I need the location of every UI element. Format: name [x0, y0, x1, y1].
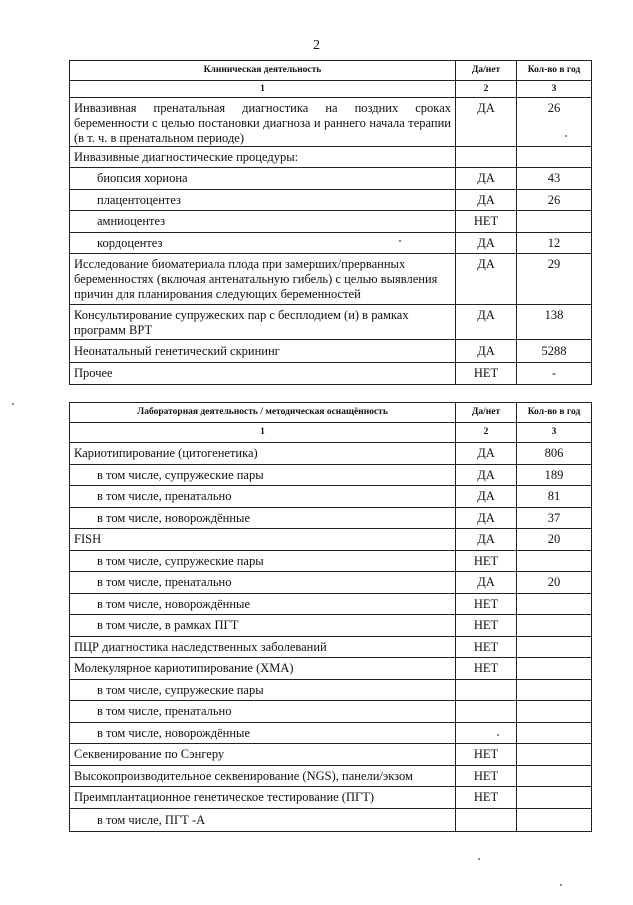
table-row	[70, 744, 592, 766]
row-count: 20	[517, 529, 592, 551]
table-row	[70, 254, 592, 305]
table-header-row	[70, 403, 592, 423]
row-count: 26	[517, 98, 592, 147]
row-count	[517, 594, 592, 615]
row-count: 5288	[517, 340, 592, 363]
row-count	[517, 787, 592, 809]
row-count	[517, 211, 592, 233]
row-answer: ДА	[456, 340, 517, 363]
row-count: 20	[517, 572, 592, 594]
table-row	[70, 233, 592, 254]
row-count	[517, 637, 592, 658]
row-answer: НЕТ	[456, 766, 517, 787]
row-count: 806	[517, 443, 592, 465]
table-row	[70, 572, 592, 594]
column-header-count: Кол-во в год	[517, 403, 592, 423]
row-answer: НЕТ	[456, 211, 517, 233]
row-answer	[456, 809, 517, 832]
row-count	[517, 615, 592, 637]
table-row	[70, 486, 592, 508]
column-number: 2	[456, 81, 517, 98]
column-header-activity: Лабораторная деятельность / методическая оснащённость	[70, 403, 456, 423]
row-answer: НЕТ	[456, 594, 517, 615]
row-label: Консультирование супружеских пар с бесплодием (и) в рамках программ ВРТ	[70, 305, 456, 340]
row-label: в том числе, пренатально	[70, 701, 456, 723]
table-row	[70, 147, 592, 168]
row-label: Инвазивные диагностические процедуры:	[70, 147, 456, 168]
row-count	[517, 766, 592, 787]
row-label: в том числе, в рамках ПГТ	[70, 615, 456, 637]
row-count: 26	[517, 190, 592, 211]
row-label: амниоцентез	[70, 211, 456, 233]
row-label: в том числе, новорождённые	[70, 508, 456, 529]
table-row	[70, 637, 592, 658]
row-count: 43	[517, 168, 592, 190]
column-number-row	[70, 81, 592, 98]
row-answer: ДА	[456, 508, 517, 529]
row-label: в том числе, пренатально	[70, 486, 456, 508]
row-answer: ДА	[456, 572, 517, 594]
row-count: 189	[517, 465, 592, 486]
row-label: биопсия хориона	[70, 168, 456, 190]
row-answer: ДА	[456, 443, 517, 465]
row-label: Преимплантационное генетическое тестирование (ПГТ)	[70, 787, 456, 809]
row-label: Высокопроизводительное секвенирование (NGS), панели/экзом	[70, 766, 456, 787]
row-label: Кариотипирование (цитогенетика)	[70, 443, 456, 465]
row-answer	[456, 701, 517, 723]
row-count: 81	[517, 486, 592, 508]
laboratory-activity-table	[69, 402, 592, 832]
row-answer	[456, 680, 517, 701]
table-row	[70, 723, 592, 744]
row-answer: ДА	[456, 98, 517, 147]
table-row	[70, 766, 592, 787]
row-answer: ДА	[456, 190, 517, 211]
row-count	[517, 744, 592, 766]
row-label: в том числе, ПГТ -А	[70, 809, 456, 832]
row-answer: ДА	[456, 465, 517, 486]
row-answer: НЕТ	[456, 551, 517, 572]
row-count	[517, 680, 592, 701]
scan-speck	[12, 403, 14, 405]
table-row	[70, 211, 592, 233]
column-header-activity: Клиническая деятельность	[70, 61, 456, 81]
row-label: Прочее	[70, 363, 456, 385]
table-header-row	[70, 61, 592, 81]
row-answer: НЕТ	[456, 744, 517, 766]
row-answer: НЕТ	[456, 787, 517, 809]
row-count: 12	[517, 233, 592, 254]
row-count: -	[517, 363, 592, 385]
row-label: Неонатальный генетический скрининг	[70, 340, 456, 363]
column-number: 1	[70, 423, 456, 443]
row-count	[517, 551, 592, 572]
row-count: 37	[517, 508, 592, 529]
row-answer: ДА	[456, 529, 517, 551]
column-number: 3	[517, 423, 592, 443]
table-row	[70, 658, 592, 680]
column-number: 3	[517, 81, 592, 98]
row-answer: НЕТ	[456, 615, 517, 637]
table-row	[70, 529, 592, 551]
row-label: плацентоцентез	[70, 190, 456, 211]
row-answer	[456, 723, 517, 744]
row-label: в том числе, супружеские пары	[70, 465, 456, 486]
scan-speck	[478, 858, 480, 860]
row-answer: НЕТ	[456, 658, 517, 680]
table-row	[70, 594, 592, 615]
column-header-count: Кол-во в год	[517, 61, 592, 81]
table-row	[70, 340, 592, 363]
table-row	[70, 809, 592, 832]
table-row	[70, 443, 592, 465]
row-count	[517, 723, 592, 744]
clinical-activity-table	[69, 60, 592, 385]
row-label: Секвенирование по Сэнгеру	[70, 744, 456, 766]
table-row	[70, 680, 592, 701]
table-row	[70, 615, 592, 637]
row-label: Молекулярное кариотипирование (ХМА)	[70, 658, 456, 680]
page-number: 2	[313, 38, 320, 53]
column-number-row	[70, 423, 592, 443]
scan-speck	[497, 734, 499, 736]
row-count: 138	[517, 305, 592, 340]
scan-speck	[565, 135, 567, 137]
row-answer: ДА	[456, 486, 517, 508]
row-answer: ДА	[456, 305, 517, 340]
row-answer	[456, 147, 517, 168]
table-row	[70, 508, 592, 529]
table-row	[70, 465, 592, 486]
table-row	[70, 168, 592, 190]
table-row	[70, 190, 592, 211]
row-label: в том числе, новорождённые	[70, 594, 456, 615]
row-label: в том числе, супружеские пары	[70, 551, 456, 572]
row-label: Исследование биоматериала плода при замерших/прерванных беременностях (включая антенатальную гибель) с целью выявления причин для планирования следующих беременностей	[70, 254, 456, 305]
row-answer: ДА	[456, 168, 517, 190]
column-header-yes-no: Да/нет	[456, 403, 517, 423]
row-answer: НЕТ	[456, 637, 517, 658]
table-row	[70, 98, 592, 147]
row-label: в том числе, новорождённые	[70, 723, 456, 744]
row-label: FISH	[70, 529, 456, 551]
table-row	[70, 701, 592, 723]
row-count	[517, 701, 592, 723]
scan-speck	[399, 240, 401, 242]
row-label: кордоцентез	[70, 233, 456, 254]
row-count	[517, 809, 592, 832]
row-count: 29	[517, 254, 592, 305]
column-number: 1	[70, 81, 456, 98]
table-row	[70, 787, 592, 809]
table-row	[70, 305, 592, 340]
row-answer: ДА	[456, 254, 517, 305]
column-header-yes-no: Да/нет	[456, 61, 517, 81]
row-count	[517, 147, 592, 168]
scan-speck	[560, 884, 562, 886]
table-row	[70, 551, 592, 572]
row-answer: ДА	[456, 233, 517, 254]
column-number: 2	[456, 423, 517, 443]
table-row	[70, 363, 592, 385]
row-label: в том числе, супружеские пары	[70, 680, 456, 701]
row-label: Инвазивная пренатальная диагностика на поздних сроках беременности с целью постановки диагноза и раннего начала терапии (в т. ч. в пренатальном периоде)	[70, 98, 456, 147]
row-label: в том числе, пренатально	[70, 572, 456, 594]
row-count	[517, 658, 592, 680]
row-answer: НЕТ	[456, 363, 517, 385]
row-label: ПЦР диагностика наследственных заболеваний	[70, 637, 456, 658]
